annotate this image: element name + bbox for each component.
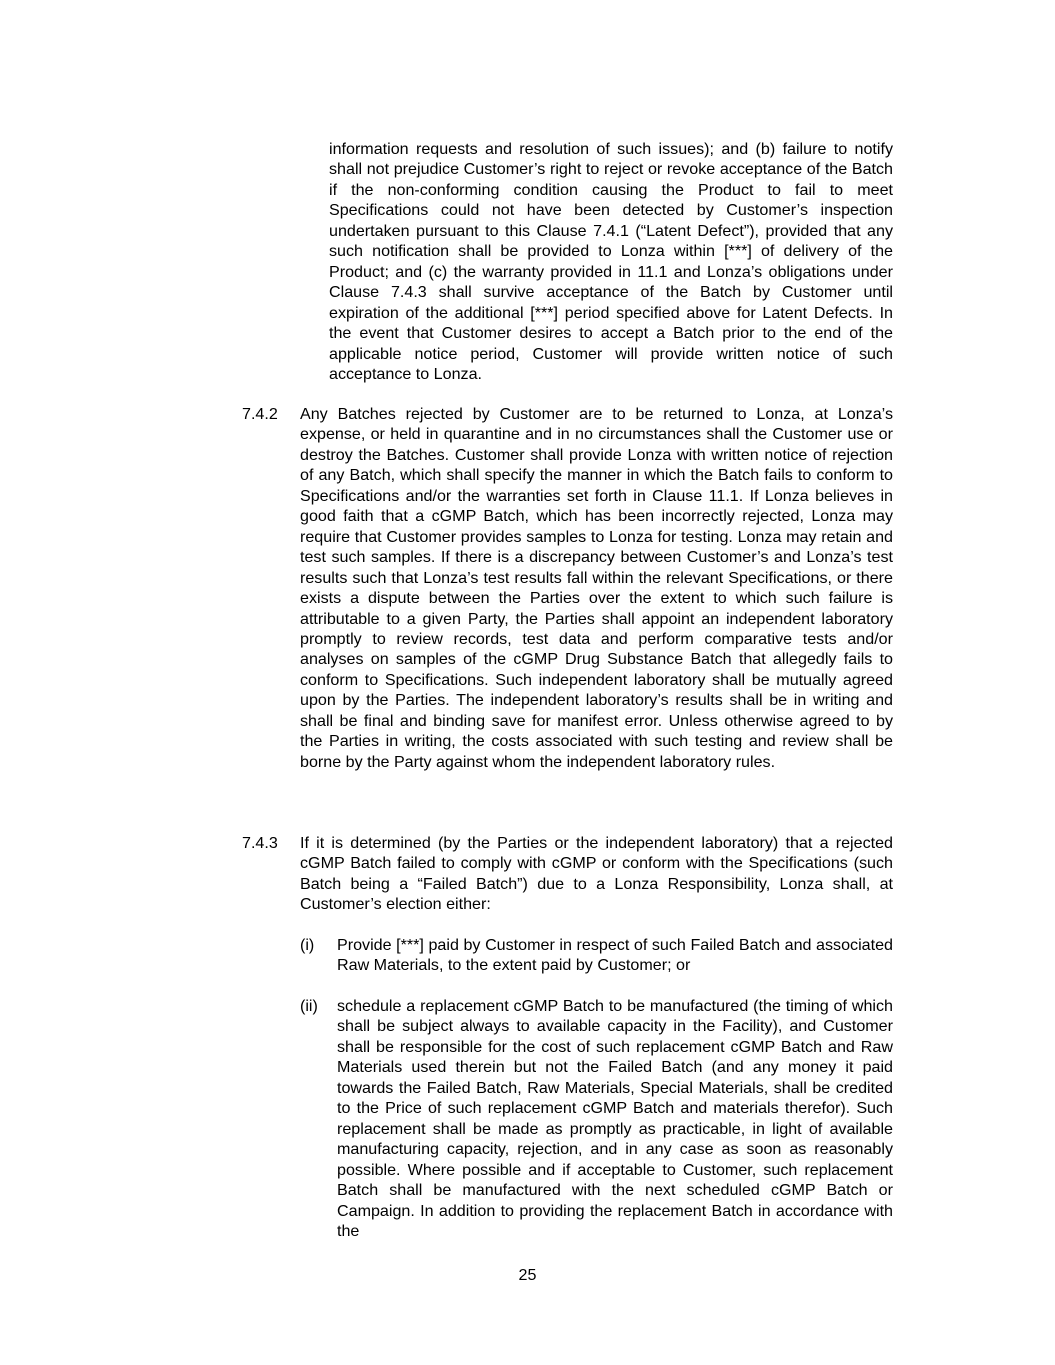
clause-7-4-1-continuation: information requests and resolution of such issues); and (b) failure to notify shall not prejudice Customer’s right to reject or revoke acceptance of the Batch if the non-conforming condition causing the Product to fail to meet Specifications could not have been detected by Customer’s inspection undertaken pursuant to this Clause 7.4.1 (“Latent Defect”), provided that any such notification shall be provided to Lonza within [***] of delivery of the Product; and (c) the warranty provided in 11.1 and Lonza’s obligations under Clause 7.4.3 shall survive acceptance of the Batch by Customer until expiration of the additional [***] period specified above for Latent Defects. In the event that Customer desires to accept a Batch prior to the end of the applicable notice period, Customer will provide written notice of such acceptance to Lonza.: [329, 140, 893, 383]
item-text-i: Provide [***] paid by Customer in respect of such Failed Batch and associated Raw Materials, to the extent paid by Customer; or: [337, 936, 893, 975]
clause-text-7-4-2: Any Batches rejected by Customer are to be returned to Lonza, at Lonza’s expense, or held in quarantine and in no circumstances shall the Customer use or destroy the Batches. Customer shall provide Lonza with written notice of rejection of any Batch, which shall specify the manner in which the Batch fails to conform to Specifications and/or the warranties set forth in Clause 11.1. If Lonza believes in good faith that a cGMP Batch, which has been incorrectly rejected, Lonza may require that Customer provides samples to Lonza for testing. Lonza may retain and test such samples. If there is a discrepancy between Customer’s and Lonza’s test results such that Lonza’s test results fall within the relevant Specifications, or there exists a dispute between the Parties over the extent to which such failure is attributable to a given Party, the Parties shall appoint an independent laboratory promptly to review records, test data and perform comparative tests and/or analyses on samples of the cGMP Drug Substance Batch that allegedly fails to conform to Specifications. Such independent laboratory shall be mutually agreed upon by the Parties. The independent laboratory’s results shall be in writing and shall be final and binding save for manifest error. Unless otherwise agreed to by the Parties in writing, the costs associated with such testing and review shall be borne by the Party against whom the independent laboratory rules.: [300, 405, 893, 771]
item-text-ii: schedule a replacement cGMP Batch to be manufactured (the timing of which shall be subject always to available capacity in the Facility), and Customer shall be responsible for the cost of such replacement cGMP Batch and Raw Materials used therein but not the Failed Batch (and any money it paid towards the Failed Batch, Raw Materials, Special Materials, shall be credited to the Price of such replacement cGMP Batch and materials therefor). Such replacement shall be made as promptly as practicable, in light of available manufacturing capacity, rejection, and in any case as soon as reasonably possible. Where possible and if acceptable to Customer, such replacement Batch shall be manufactured with the next scheduled cGMP Batch or Campaign. In addition to providing the replacement Batch in accordance with the: [337, 997, 893, 1240]
clause-text-7-4-3: If it is determined (by the Parties or the independent laboratory) that a rejected cGMP Batch failed to comply with cGMP or conform with the Specifications (such Batch being a “Failed Batch”) due to a Lonza Responsibility, Lonza shall, at Customer’s election either:: [300, 834, 893, 914]
item-marker-ii: (ii): [300, 997, 318, 1015]
clause-number-7-4-3: 7.4.3: [242, 834, 278, 852]
item-marker-i: (i): [300, 936, 315, 954]
clause-number-7-4-2: 7.4.2: [242, 405, 278, 423]
page-number: 25: [518, 1266, 537, 1284]
